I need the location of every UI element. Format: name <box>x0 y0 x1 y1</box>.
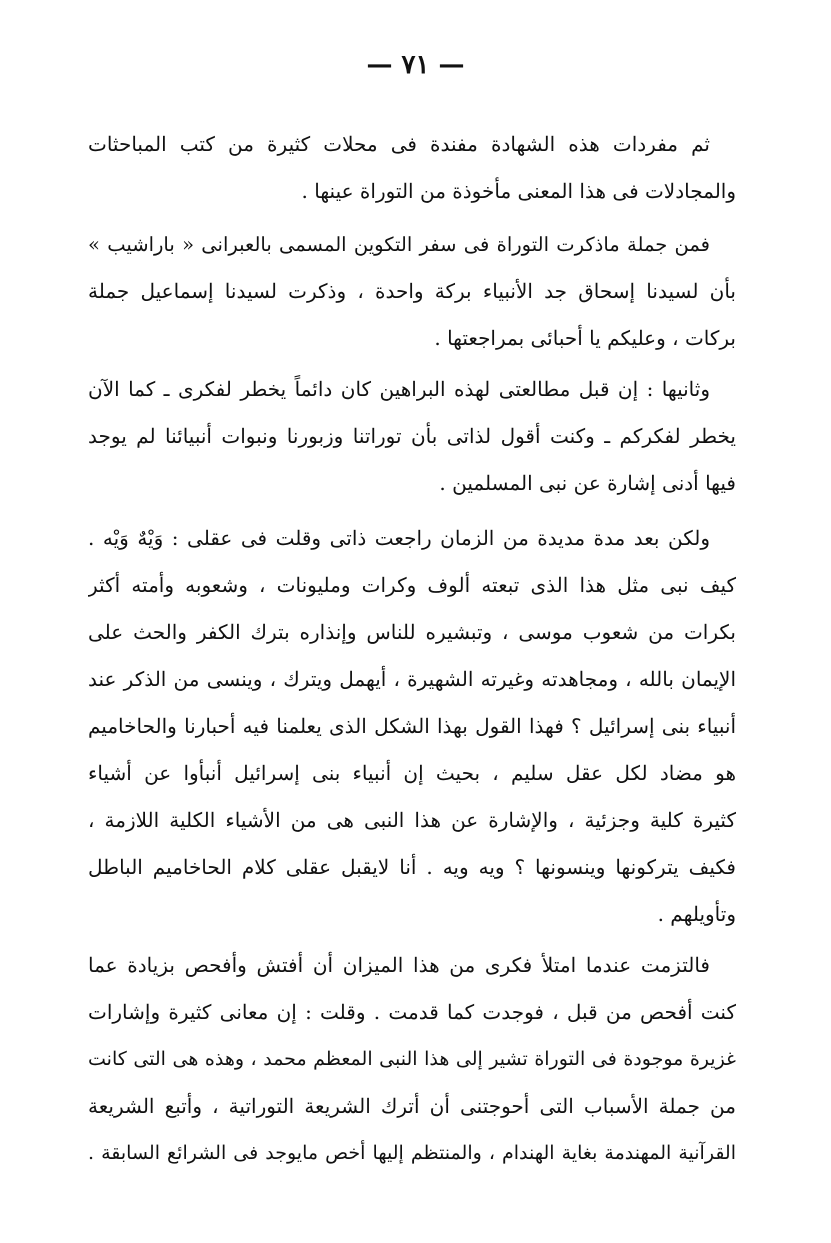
text-line: وتأويلهم . <box>657 902 736 926</box>
text-line: يخطر لفكركم ـ وكنت أقول لذاتى بأن توراتنا وزبورنا ونبوات أنبيائنا لم يوجد <box>88 424 736 448</box>
text-line: القرآنية المهندمة بغاية الهندام ، والمنتظم إليها أخص مايوجد فى الشرائع السابقة . <box>88 1142 736 1164</box>
text-line: وثانيها : إن قبل مطالعتى لهذه البراهين كان دائماً يخطر لفكرى ـ كما الآن <box>88 377 710 401</box>
text-line: الإيمان بالله ، ومجاهدته وغيرته الشهيرة ، أيهمل ويترك ، وينسى من الذكر عند <box>88 667 736 691</box>
paragraph-2 <box>88 221 736 362</box>
text-line: هو مضاد لكل عقل سليم ، بحيث إن أنبياء بنى إسرائيل أنبأوا عن أشياء <box>88 761 736 785</box>
paragraph-1 <box>88 121 736 215</box>
paragraph-3 <box>88 366 736 507</box>
text-line: من جملة الأسباب التى أحوجتنى أن أترك الشريعة التوراتية ، وأتبع الشريعة <box>88 1094 736 1118</box>
text-line: بأن لسيدنا إسحاق جد الأنبياء بركة واحدة ، وذكرت لسيدنا إسماعيل جملة <box>88 279 736 303</box>
text-line: فالتزمت عندما امتلأ فكرى من هذا الميزان أن أفتش وأفحص بزيادة عما <box>88 953 710 977</box>
text-line: أنبياء بنى إسرائيل ؟ فهذا القول بهذا الشكل الذى يعلمنا فيه أحبارنا والحاخاميم <box>88 714 736 738</box>
paragraph-4 <box>88 515 736 938</box>
text-line: غزيرة موجودة فى التوراة تشير إلى هذا النبى المعظم محمد ، وهذه هى التى كانت <box>88 1048 736 1070</box>
text-line: فكيف يتركونها وينسونها ؟ ويه ويه . أنا لايقبل عقلى كلام الحاخاميم الباطل <box>88 855 736 879</box>
text-line: ثم مفردات هذه الشهادة مفندة فى محلات كثيرة من كتب المباحثات <box>88 132 710 156</box>
text-line: والمجادلات فى هذا المعنى مأخوذة من التوراة عينها . <box>301 179 736 203</box>
text-line: كثيرة كلية وجزئية ، والإشارة عن هذا النبى هى من الأشياء الكلية اللازمة ، <box>88 808 736 832</box>
text-line: بكرات من شعوب موسى ، وتبشيره للناس وإنذاره بترك الكفر والحث على <box>88 620 736 644</box>
text-line: ولكن بعد مدة مديدة من الزمان راجعت ذاتى وقلت فى عقلى : وَيْهٌ وَيْه . <box>88 526 710 550</box>
text-line: بركات ، وعليكم يا أحبائى بمراجعتها . <box>434 326 736 350</box>
page-number: — ٧١ — <box>366 50 465 80</box>
paragraph-5 <box>88 942 736 1177</box>
body-text <box>88 0 736 1243</box>
text-line: فمن جملة ماذكرت التوراة فى سفر التكوين المسمى بالعبرانى « باراشيب » <box>88 233 710 256</box>
text-line: كنت أفحص من قبل ، فوجدت كما قدمت . وقلت : إن معانى كثيرة وإشارات <box>88 1000 736 1024</box>
text-line: كيف نبى مثل هذا الذى تبعته ألوف وكرات ومليونات ، وشعوبه وأمته أكثر <box>88 573 736 597</box>
text-line: فيها أدنى إشارة عن نبى المسلمين . <box>439 471 736 495</box>
